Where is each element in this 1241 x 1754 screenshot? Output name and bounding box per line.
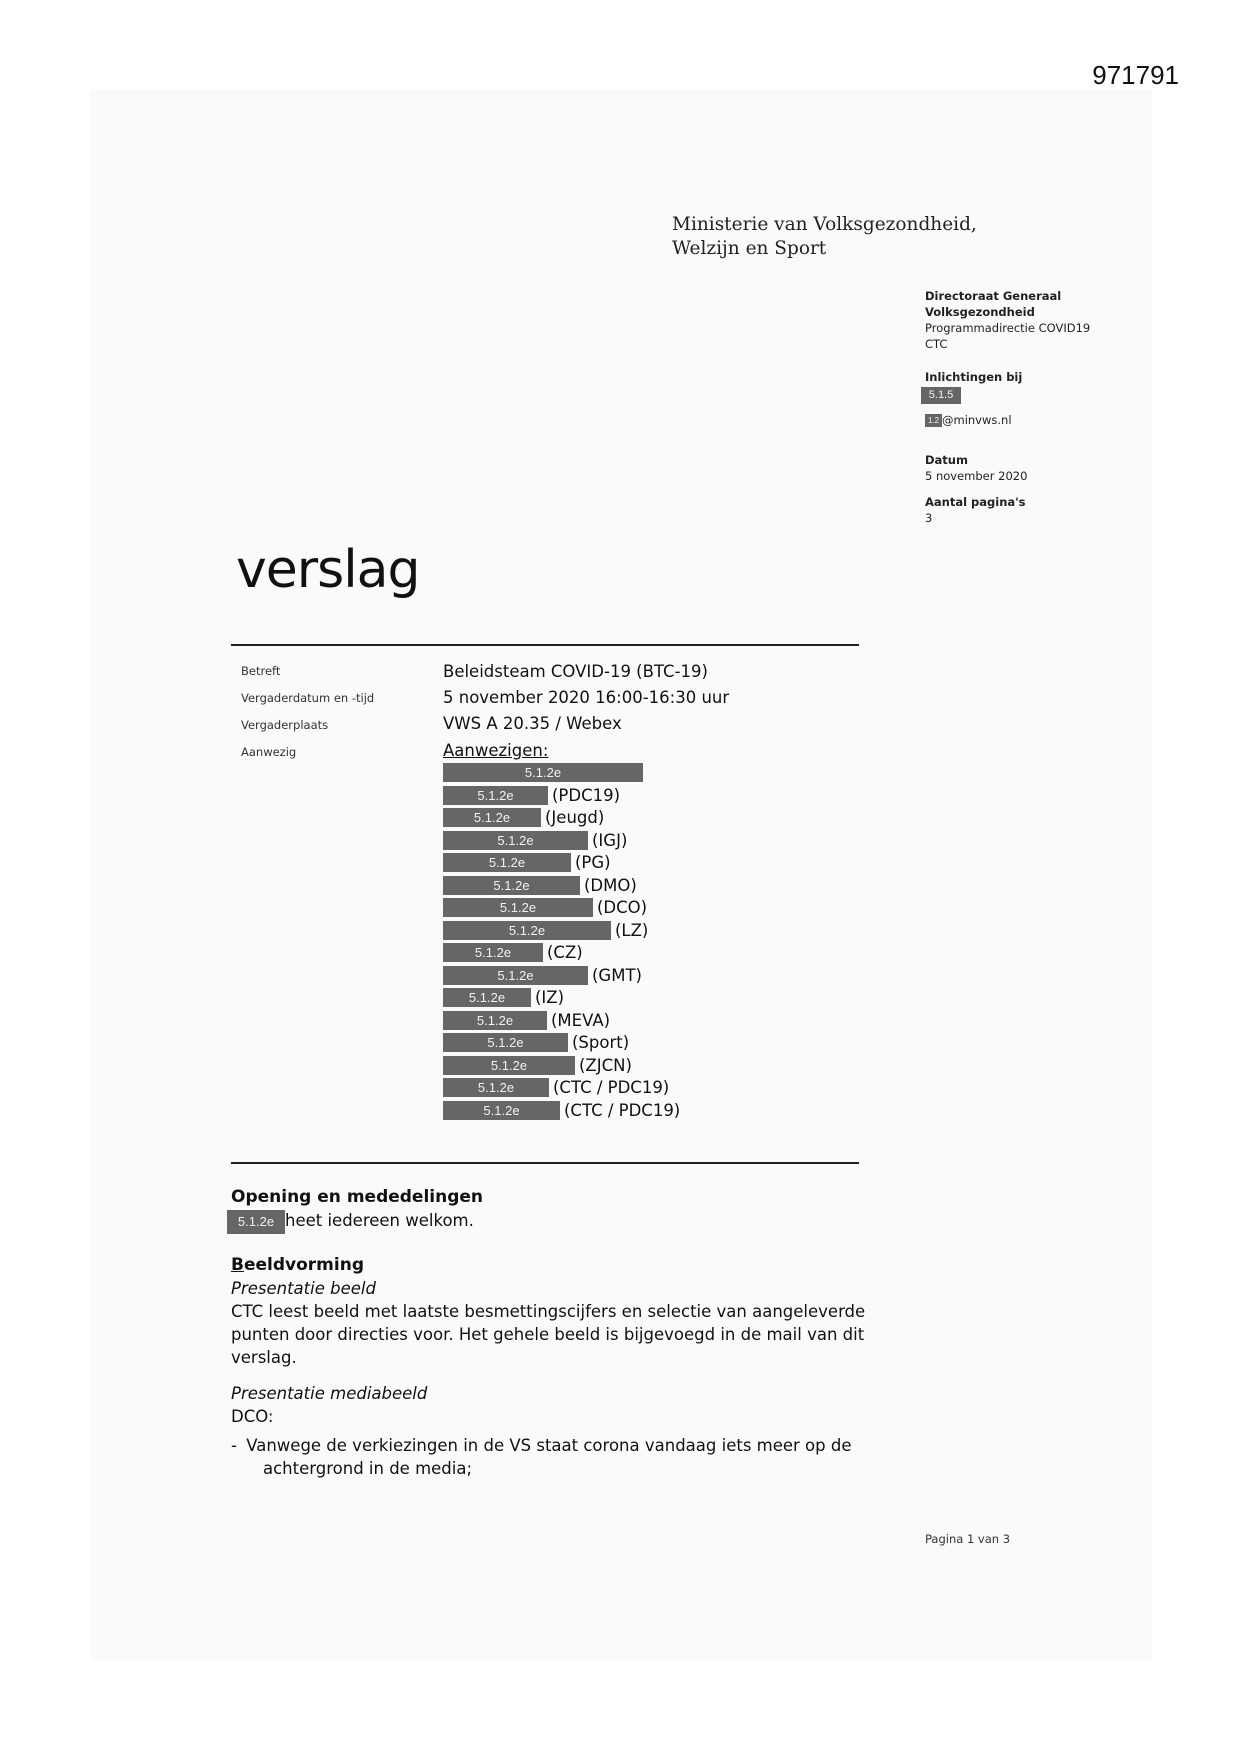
document-number: 971791 [1092, 60, 1179, 90]
attendee-org: (PG) [575, 853, 611, 872]
attendee-row [443, 942, 583, 963]
attendee-row [443, 1010, 610, 1031]
attendee-org: (CTC / PDC19) [564, 1100, 681, 1120]
department-line-3: Programmadirectie COVID19 [925, 321, 1091, 335]
attendee-redaction: 5.1.2e [443, 763, 643, 782]
attendee-org: (MEVA) [551, 1010, 611, 1030]
attendee-org: (Sport) [572, 1033, 630, 1052]
attendee-org: (ZJCN) [579, 1055, 632, 1075]
attendee-redaction: 5.1.2e [443, 921, 611, 940]
opening-text: heet iedereen welkom. [285, 1211, 474, 1230]
presentatie-beeld-line-2: punten door directies voor. Het gehele beeld is bijgevoegd in de mail van dit [231, 1325, 865, 1344]
top-divider [231, 644, 859, 646]
attendee-row [443, 830, 627, 851]
opening-heading: Opening en mededelingen [231, 1187, 484, 1207]
attendee-row [443, 1032, 629, 1053]
attendee-row [443, 987, 564, 1008]
presentatie-beeld-heading: Presentatie beeld [231, 1279, 376, 1298]
department-line-1: Directoraat Generaal [925, 289, 1062, 303]
attendee-org: (PDC19) [552, 785, 621, 805]
beeldvorming-heading-rest: eeldvorming [243, 1255, 364, 1275]
present-label: Aanwezig [241, 745, 297, 759]
attendee-redaction: 5.1.2e [443, 966, 588, 985]
attendee-row [443, 1077, 669, 1098]
presentatie-mediabeeld-heading: Presentatie mediabeeld [231, 1384, 428, 1403]
attendee-redaction: 5.1.2e [443, 898, 593, 917]
datetime-label: Vergaderdatum en -tijd [241, 691, 375, 705]
attendee-redaction: 5.1.2e [443, 786, 548, 805]
attendee-redaction: 5.1.2e [443, 1056, 575, 1075]
department-line-4: CTC [925, 337, 948, 351]
contact-block [925, 369, 1022, 428]
department-line-2: Volksgezondheid [925, 305, 1035, 319]
ministry-line-2: Welzijn en Sport [672, 238, 827, 259]
email-suffix: @minvws.nl [942, 413, 1012, 427]
attendee-row [443, 852, 611, 873]
attendee-row [443, 762, 647, 783]
ministry-logo-text [672, 213, 977, 261]
attendee-org: (IGJ) [592, 830, 628, 850]
contact-redaction: 5.1.5 [921, 387, 961, 404]
attendee-org: (GMT) [592, 965, 642, 985]
location-label: Vergaderplaats [241, 718, 329, 732]
beeldvorming-heading [231, 1254, 865, 1277]
subject-value: Beleidsteam COVID-19 (BTC-19) [443, 662, 708, 681]
attendee-redaction: 5.1.2e [443, 808, 541, 827]
attendee-org: (LZ) [615, 920, 649, 940]
attendee-redaction: 5.1.2e [443, 1078, 549, 1097]
attendee-row [443, 1055, 632, 1076]
attendee-row [443, 1100, 680, 1121]
present-heading: Aanwezigen: [443, 741, 549, 760]
attendee-redaction: 5.1.2e [443, 1033, 568, 1052]
beeldvorming-section [231, 1254, 865, 1480]
ministry-line-1: Ministerie van Volksgezondheid, [672, 214, 977, 235]
bullet-dash: - [231, 1436, 237, 1455]
bullet-line-1: Vanwege de verkiezingen in de VS staat corona vandaag iets meer op de [246, 1436, 852, 1455]
bullet-item [231, 1434, 865, 1457]
attendee-org: (Jeugd) [545, 808, 605, 827]
opening-redaction: 5.1.2e [227, 1210, 285, 1234]
attendee-org: (CTC / PDC19) [553, 1078, 670, 1097]
attendee-org: (CZ) [547, 943, 583, 962]
attendee-org: (DMO) [584, 875, 637, 895]
date-block [925, 452, 1027, 526]
presentatie-beeld-line-3: verslag. [231, 1348, 297, 1367]
attendee-redaction: 5.1.2e [443, 853, 571, 872]
attendee-row [443, 965, 642, 986]
attendee-row [443, 785, 620, 806]
attendee-redaction: 5.1.2e [443, 988, 531, 1007]
bullet-line-2: achtergrond in de media; [263, 1459, 473, 1478]
attendee-redaction: 5.1.2e [443, 1101, 560, 1120]
dco-label: DCO: [231, 1407, 274, 1426]
attendee-redaction: 5.1.2e [443, 876, 580, 895]
opening-section [231, 1186, 483, 1234]
presentatie-beeld-line-1: CTC leest beeld met laatste besmettingscijfers en selectie van aangeleverde [231, 1302, 866, 1321]
attendee-org: (DCO) [597, 898, 648, 917]
datetime-value: 5 november 2020 16:00-16:30 uur [443, 688, 730, 707]
location-value: VWS A 20.35 / Webex [443, 714, 622, 733]
attendee-redaction: 5.1.2e [443, 943, 543, 962]
attendee-row [443, 920, 648, 941]
attendee-org: (IZ) [535, 988, 565, 1007]
attendee-row [443, 897, 647, 918]
attendee-row [443, 875, 637, 896]
beeldvorming-heading-first: B [231, 1255, 244, 1275]
subject-label: Betreft [241, 664, 281, 678]
contact-label: Inlichtingen bij [925, 370, 1023, 384]
attendee-redaction: 5.1.2e [443, 831, 588, 850]
page-footer: Pagina 1 van 3 [925, 1532, 1011, 1546]
email-redaction: 1.2 [925, 414, 942, 427]
department-block [925, 288, 1090, 352]
attendee-row [443, 807, 604, 828]
attendee-redaction: 5.1.2e [443, 1011, 547, 1030]
pages-label: Aantal pagina's [925, 495, 1026, 509]
bottom-divider [231, 1162, 859, 1164]
pages-value: 3 [925, 511, 933, 525]
date-value: 5 november 2020 [925, 469, 1028, 483]
page-title: verslag [236, 540, 420, 600]
date-label: Datum [925, 453, 968, 467]
